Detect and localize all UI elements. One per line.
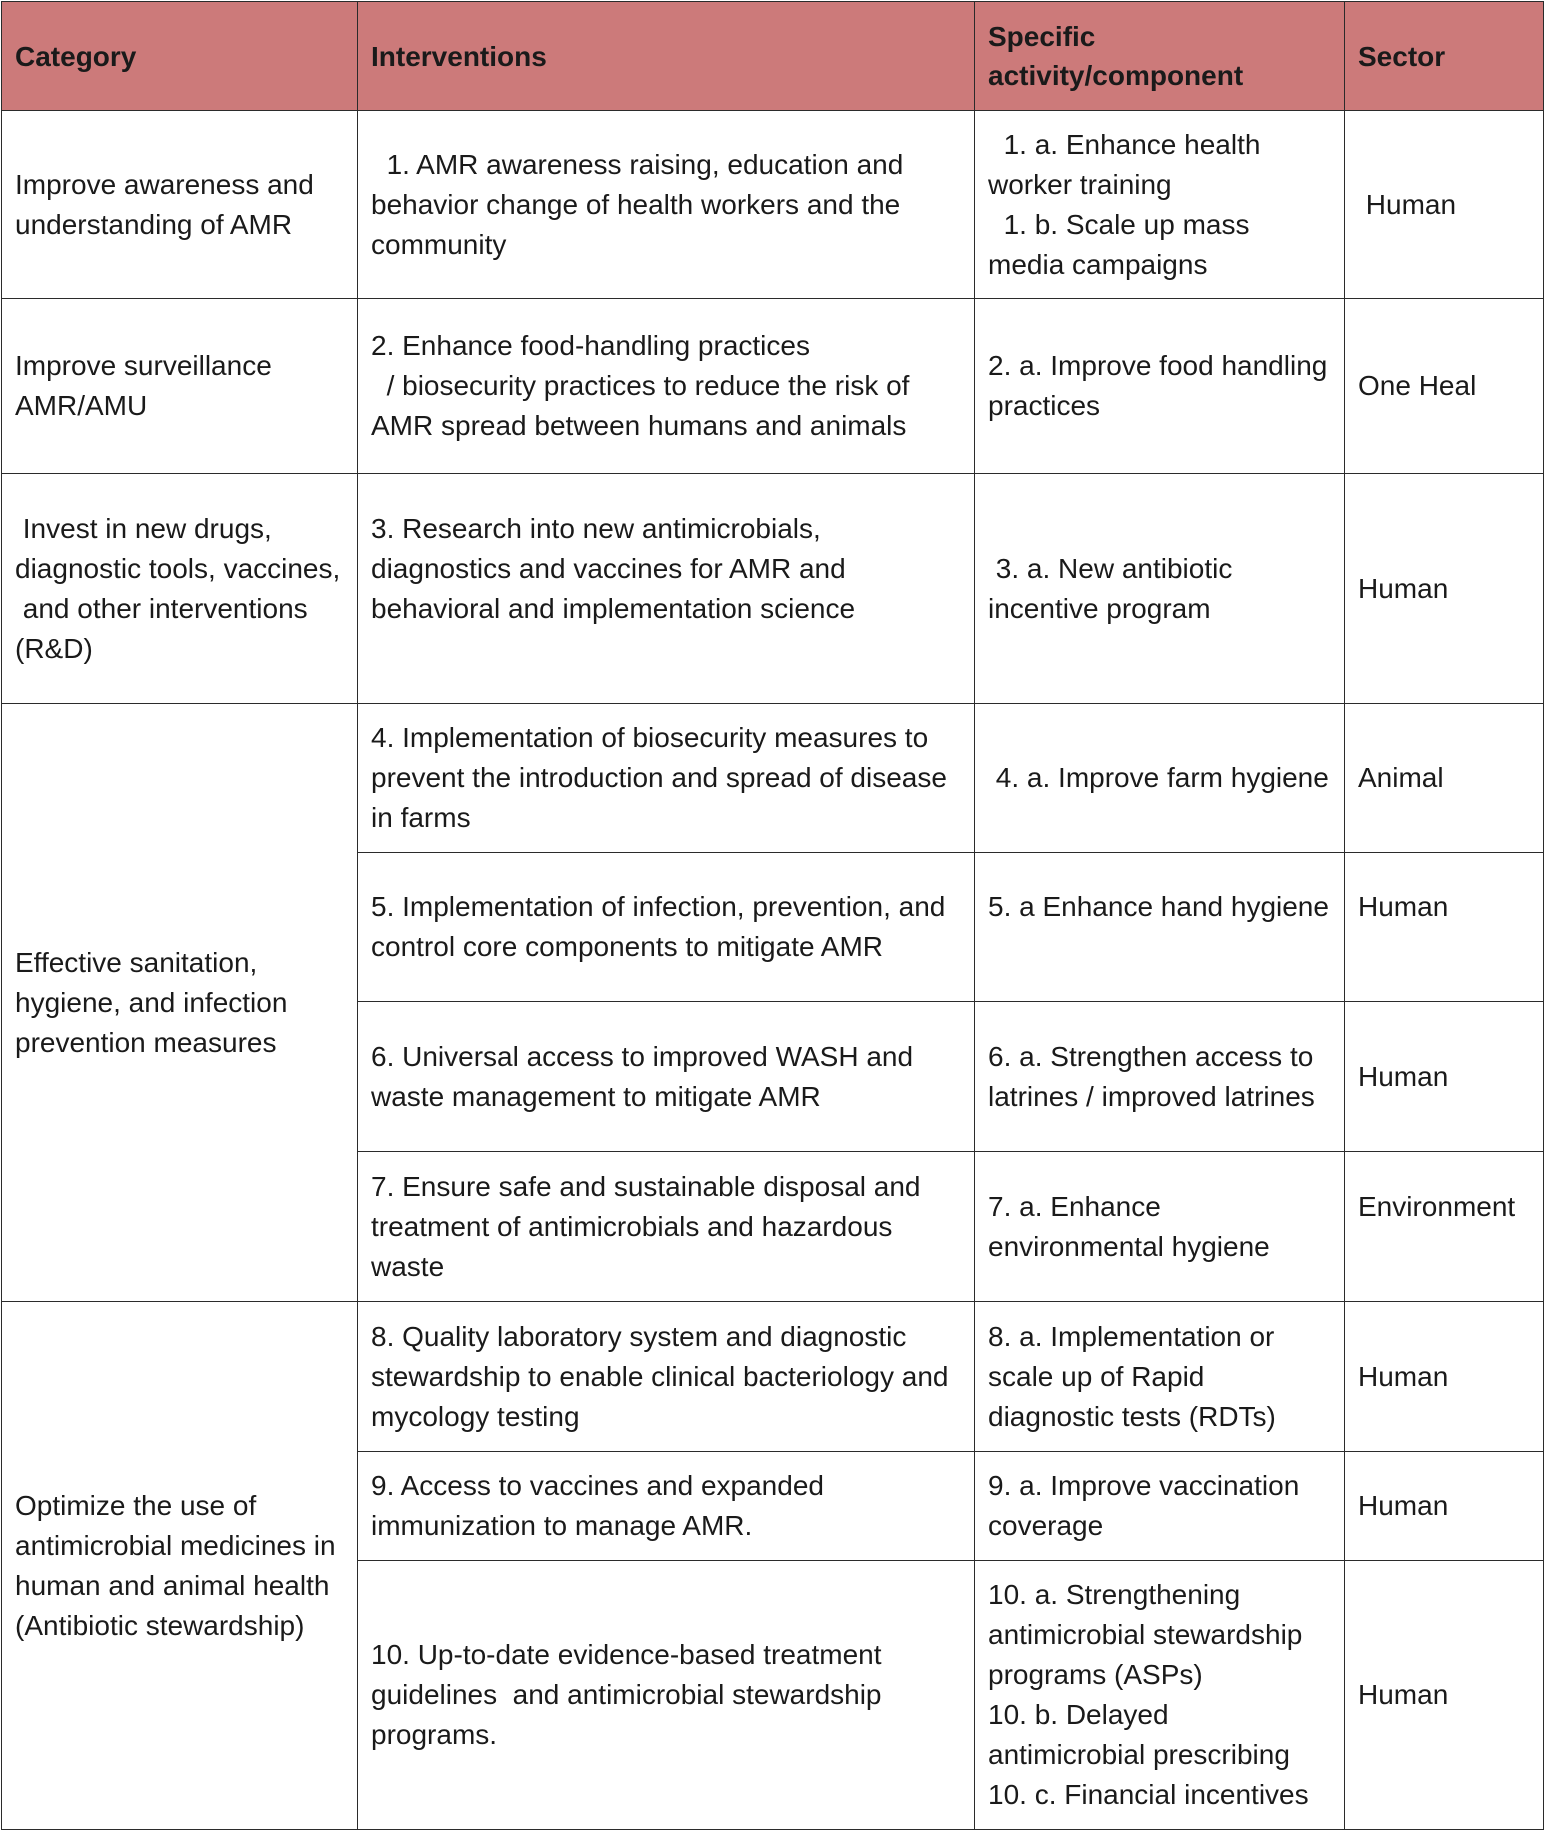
sector-cell: Environment <box>1345 1152 1544 1302</box>
sector-cell: Human <box>1345 1452 1544 1561</box>
activity-cell: 7. a. Enhance environmental hygiene <box>975 1152 1345 1302</box>
intervention-cell: 7. Ensure safe and sustainable disposal and treatment of antimicrobials and hazardous waste <box>358 1152 975 1302</box>
activity-cell: 9. a. Improve vaccination coverage <box>975 1452 1345 1561</box>
intervention-cell: 5. Implementation of infection, prevention, and control core components to mitigate AMR <box>358 853 975 1002</box>
intervention-cell: 10. Up-to-date evidence-based treatment guidelines and antimicrobial stewardship programs. <box>358 1561 975 1830</box>
table-row <box>2 111 1544 299</box>
intervention-cell: 9. Access to vaccines and expanded immunization to manage AMR. <box>358 1452 975 1561</box>
intervention-cell: 4. Implementation of biosecurity measures to prevent the introduction and spread of disease in farms <box>358 704 975 853</box>
sector-cell: Human <box>1345 111 1544 299</box>
sector-cell: Human <box>1345 474 1544 704</box>
category-cell: Optimize the use of antimicrobial medicines in human and animal health (Antibiotic stewardship) <box>2 1302 358 1830</box>
intervention-cell: 2. Enhance food-handling practices / biosecurity practices to reduce the risk of AMR spread between humans and animals <box>358 299 975 474</box>
header-sector: Sector <box>1345 2 1544 111</box>
table-row <box>2 299 1544 474</box>
intervention-cell: 6. Universal access to improved WASH and waste management to mitigate AMR <box>358 1002 975 1152</box>
sector-cell: Human <box>1345 1302 1544 1452</box>
activity-cell: 5. a Enhance hand hygiene <box>975 853 1345 1002</box>
table-header <box>2 2 1544 111</box>
sector-cell: One Heal <box>1345 299 1544 474</box>
activity-cell: 2. a. Improve food handling practices <box>975 299 1345 474</box>
sector-cell: Human <box>1345 853 1544 1002</box>
category-cell: Improve awareness and understanding of AMR <box>2 111 358 299</box>
table-body <box>2 111 1544 1830</box>
table-row <box>2 474 1544 704</box>
category-cell: Invest in new drugs, diagnostic tools, vaccines, and other interventions (R&D) <box>2 474 358 704</box>
intervention-cell: 8. Quality laboratory system and diagnostic stewardship to enable clinical bacteriology and mycology testing <box>358 1302 975 1452</box>
table-row <box>2 704 1544 853</box>
category-cell: Effective sanitation, hygiene, and infection prevention measures <box>2 704 358 1302</box>
activity-cell: 6. a. Strengthen access to latrines / improved latrines <box>975 1002 1345 1152</box>
sector-cell: Animal <box>1345 704 1544 853</box>
category-cell: Improve surveillance AMR/AMU <box>2 299 358 474</box>
activity-cell: 10. a. Strengthening antimicrobial stewardship programs (ASPs) 10. b. Delayed antimicrobial prescribing 10. c. Financial incentives <box>975 1561 1345 1830</box>
header-interventions: Interventions <box>358 2 975 111</box>
intervention-cell: 1. AMR awareness raising, education and behavior change of health workers and the community <box>358 111 975 299</box>
activity-cell: 3. a. New antibiotic incentive program <box>975 474 1345 704</box>
sector-cell: Human <box>1345 1002 1544 1152</box>
table-row <box>2 1302 1544 1452</box>
header-row <box>2 2 1544 111</box>
activity-cell: 4. a. Improve farm hygiene <box>975 704 1345 853</box>
activity-cell: 8. a. Implementation or scale up of Rapid diagnostic tests (RDTs) <box>975 1302 1345 1452</box>
sector-cell: Human <box>1345 1561 1544 1830</box>
amr-interventions-table <box>1 1 1544 1830</box>
intervention-cell: 3. Research into new antimicrobials, diagnostics and vaccines for AMR and behavioral and implementation science <box>358 474 975 704</box>
header-category: Category <box>2 2 358 111</box>
activity-cell: 1. a. Enhance health worker training 1. b. Scale up mass media campaigns <box>975 111 1345 299</box>
header-activity: Specific activity/component <box>975 2 1345 111</box>
